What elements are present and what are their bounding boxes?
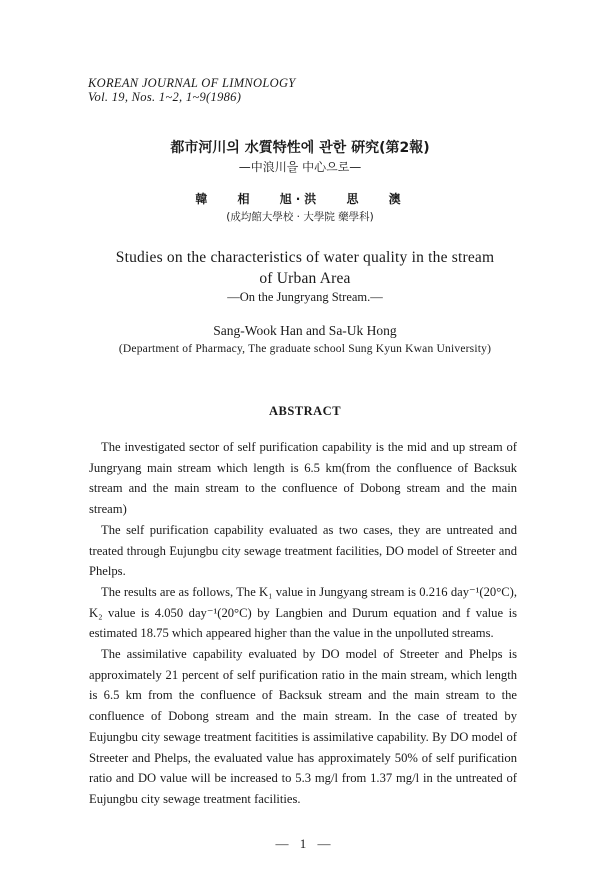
english-authors: Sang-Wook Han and Sa-Uk Hong [213,323,397,338]
journal-volume: Vol. 19, Nos. 1~2, 1~9(1986) [88,90,242,104]
abstract-heading: ABSTRACT [268,404,342,418]
korean-authors: 韓 相 旭·洪 思 澳 [195,192,405,206]
korean-affiliation: (成均館大學校 · 大學院 藥學科) [226,211,374,223]
english-title [0,247,600,289]
english-affiliation: (Department of Pharmacy, The graduate school Sung Kyun Kwan University) [118,343,492,355]
abstract-body [89,437,517,810]
english-title-line-1: Studies on the characteristics of water quality in the stream [115,249,495,266]
page-number: — 1 — [275,836,335,851]
journal-name: KOREAN JOURNAL OF LIMNOLOGY [88,76,296,90]
abstract-paragraph: The self purification capability evaluated as two cases, they are untreated and treated through Eujungbu city sewage treatment facilities, DO model of Streeter and Phelps. [89,522,517,579]
abstract-paragraph: The assimilative capability evaluated by DO model of Streeter and Phelps is approximately 21 percent of self purification ratio in the main stream, which length is 6.5 km from the confluence of Backsuk stream and the main stream to the confluence of Dobong stream and the main stream. In the case of treated by Eujungbu city sewage treatment facitities is assimilative capability. By DO model of Streeter and Phelps, the evaluated value has approximately 50% of self purification ratio and DO value will be increased to 5.3 mg/l from 1.37 mg/l in the untreated of Eujungbu city sewage treatment facilities. [89,647,517,806]
korean-subtitle: —中浪川을 中心으로— [238,160,362,174]
korean-title: 都市河川의 水質特性에 관한 硏究(第2報) [170,140,430,156]
abstract-paragraph: The results are as follows, The K₁ value in Jungyang stream is 0.216 day⁻¹(20°C), K₂ value is 4.050 day⁻¹(20°C) by Langbien and Durum equation and f value is estimated 18.75 which appeared higher than the value in the unpolluted streams. [89,584,517,641]
abstract-paragraph: The investigated sector of self purification capability is the mid and up stream of Jungryang main stream which length is 6.5 km(from the confluence of Backsuk stream and the main stream to the confluence of Dobong stream and the main stream) [89,440,517,517]
journal-header [88,76,296,104]
english-title-line-2: of Urban Area [259,270,351,287]
english-subtitle: —On the Jungryang Stream.— [227,290,383,304]
